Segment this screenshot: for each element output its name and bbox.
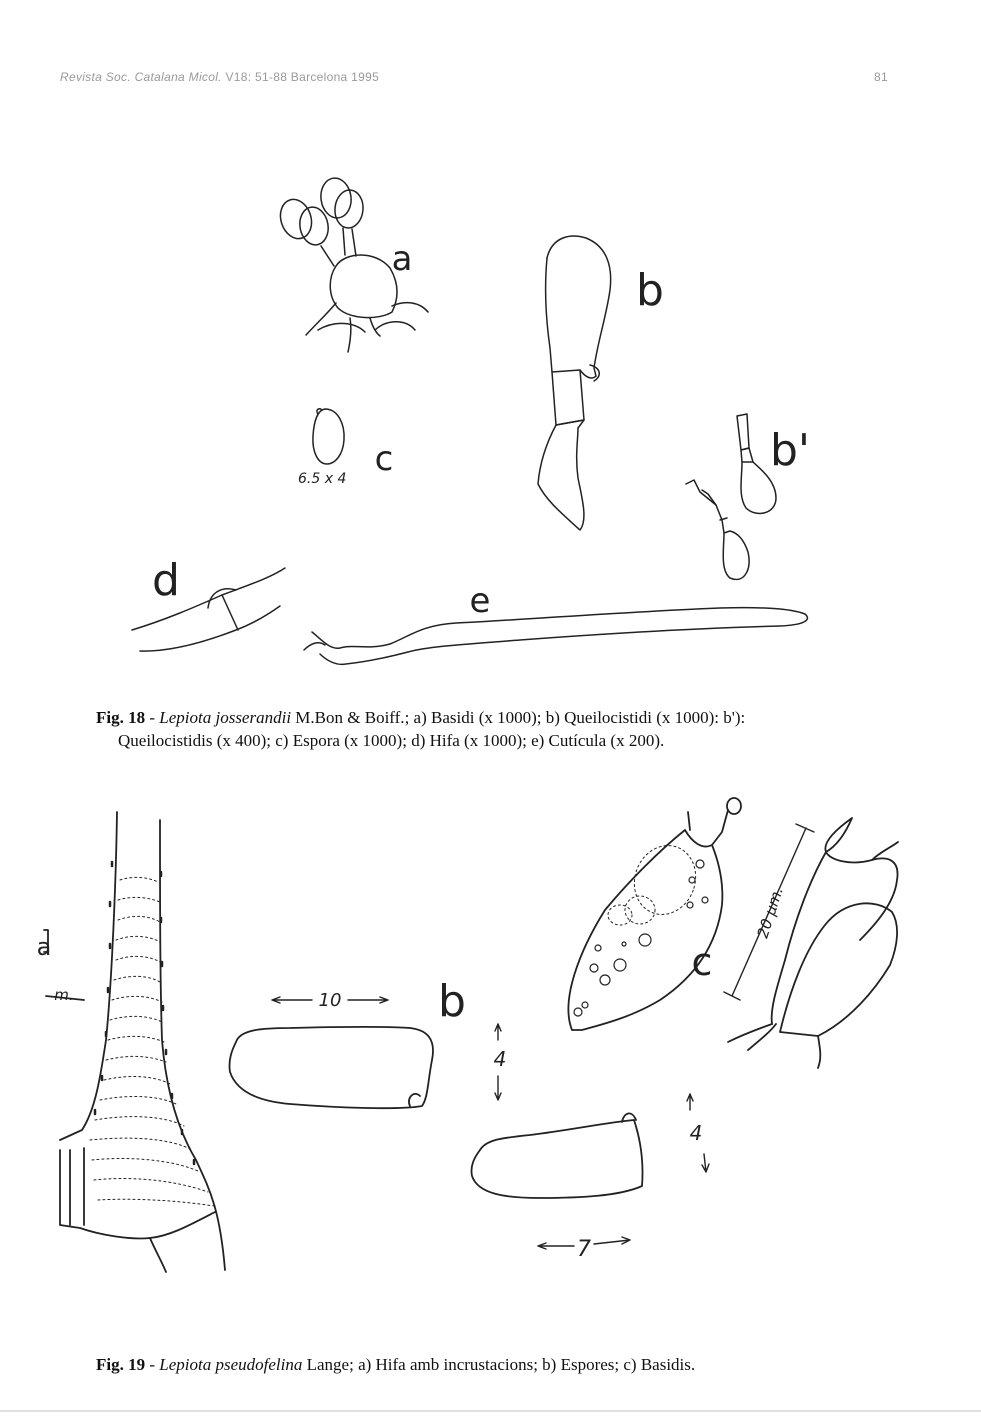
fig19-scale-c: 20 µm. xyxy=(753,884,787,941)
fig19-label-a: a xyxy=(36,933,52,961)
fig18-label-a: a xyxy=(391,239,413,279)
fig19-basidium-guttules xyxy=(608,837,705,925)
fig19-caption-label: Fig. 19 xyxy=(96,1355,146,1374)
fig18-small-cheilocystidia-drawing xyxy=(686,414,776,579)
fig18-spore-drawing xyxy=(313,409,344,464)
fig18-label-d: d xyxy=(152,555,180,606)
fig19-incrusted-hypha-drawing xyxy=(60,812,225,1272)
fig18-spore-size: 6.5 x 4 xyxy=(298,471,347,487)
journal-title: Revista Soc. Catalana Micol. V18: 51-88 Barcelona 1995 xyxy=(60,70,380,84)
fig19-spore-large-drawing xyxy=(229,1027,433,1108)
fig18-label-b-prime: b' xyxy=(769,425,811,476)
figure-19-drawing xyxy=(0,780,981,1350)
fig18-caption-label: Fig. 18 xyxy=(96,708,146,727)
fig19-dimension-arrows xyxy=(272,997,709,1249)
fig19-basidium-granules xyxy=(574,860,708,1016)
fig19-authority: Lange xyxy=(306,1355,350,1374)
fig18-label-b: b xyxy=(636,265,664,316)
fig18-caption-text-1: ; a) Basidi (x 1000); b) Queilocistidi (x 1000): b'): xyxy=(404,708,746,727)
fig18-label-e: e xyxy=(469,581,491,621)
fig19-spore-small-drawing xyxy=(471,1113,642,1198)
fig19-dim-width-1: 4 xyxy=(493,1047,507,1071)
fig18-caption-text-2: Queilocistidis (x 400); c) Espora (x 1000); d) Hifa (x 1000); e) Cutícula (x 200). xyxy=(118,731,665,750)
fig18-cuticle-drawing xyxy=(304,608,807,665)
fig18-authority: M.Bon & Boiff. xyxy=(295,708,405,727)
fig19-caption-text: ; a) Hifa amb incrustacions; b) Espores; c) Basidis. xyxy=(349,1355,696,1374)
fig18-species: Lepiota josserandii xyxy=(159,708,292,727)
fig19-dim-width-2: 4 xyxy=(689,1121,703,1145)
figure-18-caption: Fig. 18 - Lepiota josserandii M.Bon & Boiff.; a) Basidi (x 1000); b) Queilocistidi (x 1000): b'): Queilocistidis (x 400); c) Espora (x 1000); d) Hifa (x 1000); e) Cutícula (x 200). xyxy=(96,706,906,752)
fig19-dim-length-1: 10 xyxy=(318,990,342,1011)
fig18-label-c: c xyxy=(374,439,394,479)
fig19-scale-a: m. xyxy=(54,986,74,1004)
fig19-hypha-wall-marks xyxy=(95,862,194,1164)
figure-18-drawing xyxy=(0,0,981,700)
fig19-species: Lepiota pseudofelina xyxy=(159,1355,303,1374)
fig19-label-c: c xyxy=(691,940,713,984)
fig19-basidium-left-drawing xyxy=(568,798,741,1030)
fig19-basidium-right-drawing xyxy=(728,818,898,1068)
fig19-dim-length-2: 7 xyxy=(577,1237,591,1262)
fig19-label-b: b xyxy=(438,976,466,1027)
bottom-rule xyxy=(0,1410,981,1412)
page-number: 81 xyxy=(874,70,888,84)
figure-19-caption: Fig. 19 - Lepiota pseudofelina Lange; a) Hifa amb incrustacions; b) Espores; c) Basidis. xyxy=(96,1355,696,1374)
fig18-cheilocystidium-drawing xyxy=(538,236,611,530)
fig19-incrustations xyxy=(90,877,214,1206)
